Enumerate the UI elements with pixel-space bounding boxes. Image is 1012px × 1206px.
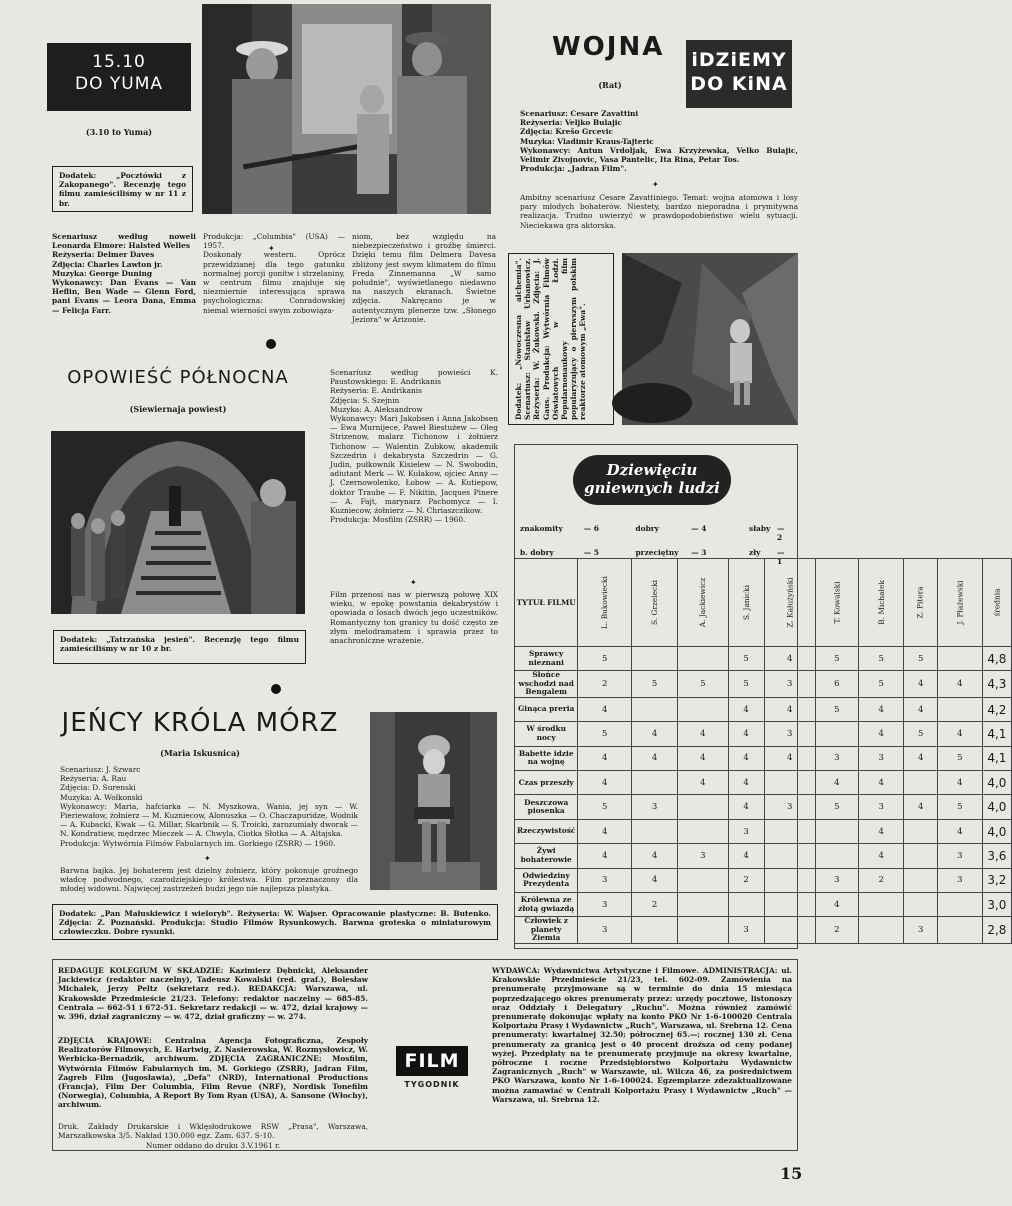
average-cell: 4,8 — [982, 647, 1011, 671]
score-cell — [678, 697, 728, 721]
score-cell — [904, 868, 937, 892]
average-cell: 4,1 — [982, 746, 1011, 770]
film-title-cell: Królewna ze złotą gwiazdą — [515, 893, 578, 917]
ratings-title-line1: Dziewięciu — [606, 461, 698, 479]
jency-photo-svg — [370, 712, 497, 890]
ratings-legend-row1 — [520, 524, 792, 542]
table-row — [515, 917, 1012, 944]
page-number: 15 — [780, 1164, 803, 1183]
score-cell — [937, 917, 982, 944]
score-cell: 4 — [858, 722, 904, 746]
critic-name: S. Janicki — [741, 585, 751, 620]
ratings-header-row — [515, 559, 1012, 647]
do-yuma-dodatek: Dodatek: „Pocztówki z Zakopanego". Recenzję tego filmu zamieściliśmy w nr 11 z br. — [59, 171, 186, 208]
legend-label: słaby — [749, 524, 771, 533]
average-column-header — [982, 559, 1011, 647]
score-cell: 4 — [937, 771, 982, 795]
critic-name: B. Michałek — [876, 580, 886, 625]
score-cell — [815, 844, 858, 868]
score-cell — [678, 795, 728, 819]
score-cell — [815, 722, 858, 746]
score-cell: 2 — [578, 671, 632, 698]
table-row — [515, 746, 1012, 770]
score-cell: 4 — [578, 844, 632, 868]
score-cell: 3 — [904, 917, 937, 944]
score-cell: 5 — [578, 722, 632, 746]
score-cell: 3 — [858, 795, 904, 819]
score-cell: 4 — [904, 671, 937, 698]
score-cell: 4 — [578, 697, 632, 721]
score-cell: 5 — [728, 671, 764, 698]
score-cell — [858, 917, 904, 944]
ratings-body — [515, 647, 1012, 944]
legend-value: — 3 — [691, 548, 707, 557]
score-cell: 4 — [858, 697, 904, 721]
film-title-cell: Sprawcy nieznani — [515, 647, 578, 671]
critic-name: Z. Kałużyński — [785, 577, 795, 628]
legend-label: przeciętny — [635, 548, 679, 557]
score-cell: 5 — [678, 671, 728, 698]
score-cell: 4 — [937, 819, 982, 843]
score-cell: 3 — [578, 893, 632, 917]
score-cell: 3 — [858, 746, 904, 770]
score-cell — [904, 844, 937, 868]
film-column-header: TYTUŁ FILMU — [515, 559, 578, 647]
score-cell — [858, 893, 904, 917]
score-cell — [764, 771, 815, 795]
section-bullet-icon — [266, 339, 276, 349]
score-cell — [678, 819, 728, 843]
score-cell — [678, 917, 728, 944]
wojna-photo-svg — [622, 253, 798, 425]
film-title-cell: Słońce wschodzi nad Bengalem — [515, 671, 578, 698]
opowiesc-photo-svg — [51, 431, 305, 614]
legend-label: znakomity — [520, 524, 563, 533]
score-cell: 2 — [815, 917, 858, 944]
film-title-cell: Babette idzie na wojnę — [515, 746, 578, 770]
score-cell: 4 — [858, 844, 904, 868]
average-cell: 4,1 — [982, 722, 1011, 746]
score-cell: 3 — [937, 844, 982, 868]
average-label: średnia — [992, 588, 1002, 617]
critic-column-header — [578, 559, 632, 647]
film-tygodnik-logo — [396, 1046, 468, 1089]
score-cell: 3 — [578, 917, 632, 944]
opowiesc-credits: Scenariusz według powieści K. Paustowskiego: E. Andrikanis Reżyseria: E. Andrikanis Zdjęcia: S. Szejnin Muzyka: A. Aleksandrow Wykonawcy: Mari Jakobsen i Anna Jakobsen — Ewa Murnijece, Paweł Biestużew — Oleg Strizenow, malarz Tichonow i żołnierz Tichonow — Walentin Zubkow, akademik Szczedrin i dekabrysta Szczedrin — G. Judin, pułkownik Kisielew — N. Swobodin, adiutant Merk — W. Kułakow, ojciec Anny — J. Czernowolenko, Łobow — A. Kutiepow, doktor Traube — F. Nikitin, Jacques Pinere — A. Fajt, marynarz Pachomycz — I. Kuzniecow, żołnierz — N. Chriaszczikow. Produkcja: Mosfilm (ZSRR) — 1960. — [330, 368, 498, 525]
score-cell — [632, 819, 678, 843]
film-title-cell: Człowiek z planety Ziemia — [515, 917, 578, 944]
opowiesc-dodatek: Dodatek: „Tatrzańska jesień". Recenzję tego filmu zamieściliśmy w nr 10 z br. — [60, 635, 299, 654]
score-cell — [764, 917, 815, 944]
score-cell: 3 — [937, 868, 982, 892]
score-cell — [632, 917, 678, 944]
table-row — [515, 893, 1012, 917]
score-cell — [815, 819, 858, 843]
jency-title: JEŃCY KRÓLA MÓRZ — [61, 708, 339, 738]
logo-tygodnik: TYGODNIK — [404, 1080, 460, 1089]
wojna-review: Ambitny scenariusz Cesare Zavattiniego. Temat: wojna atomowa i losy pary młodych bohaterów. Niestety, bardzo nieporadna i prymitywna realizacja. Trudno uwierzyć w prawdopodobieństwo wielu sytuacji. Nieciekawa gra aktorska. — [520, 193, 798, 230]
table-row — [515, 647, 1012, 671]
opowiesc-title: OPOWIEŚĆ PÓŁNOCNA — [67, 367, 289, 388]
score-cell: 4 — [678, 722, 728, 746]
score-cell: 3 — [728, 917, 764, 944]
score-cell — [632, 697, 678, 721]
do-yuma-photo-svg — [202, 4, 491, 214]
table-row — [515, 795, 1012, 819]
score-cell: 5 — [578, 795, 632, 819]
table-row — [515, 819, 1012, 843]
table-row — [515, 697, 1012, 721]
table-row — [515, 671, 1012, 698]
score-cell: 4 — [764, 746, 815, 770]
score-cell: 5 — [632, 671, 678, 698]
score-cell — [937, 647, 982, 671]
footer-redakcja: REDAGUJE KOLEGIUM W SKŁADZIE: Kazimierz Dębnicki, Aleksander Jackiewicz (redaktor naczelny), Tadeusz Kowalski (red. graf.), Bolesław Michałek, Jerzy Peltz (sekretarz red.). REDAKCJA: Warszawa, ul. Krakowskie Przedmieście 21/23. Telefony: redaktor naczelny — 685-85. Centrala — 662-51 i 672-51. Sekretarz redakcji — w. 472, dział krajowy — w. 396, dział zagraniczny — w. 472, dział graficzny — w. 274. — [58, 966, 368, 1022]
divider-star-icon: ✦ — [410, 578, 417, 587]
average-cell: 4,2 — [982, 697, 1011, 721]
table-row — [515, 722, 1012, 746]
score-cell — [937, 893, 982, 917]
film-title-cell: W środku nocy — [515, 722, 578, 746]
legend-value: — 4 — [691, 524, 707, 533]
critic-name: L. Bukowiecki — [600, 576, 610, 629]
score-cell: 4 — [632, 746, 678, 770]
score-cell: 5 — [904, 647, 937, 671]
score-cell: 4 — [904, 795, 937, 819]
idziemy-line1: iDZiEMY — [691, 49, 787, 71]
score-cell: 3 — [764, 795, 815, 819]
score-cell: 5 — [937, 795, 982, 819]
score-cell — [764, 844, 815, 868]
score-cell: 4 — [678, 746, 728, 770]
critic-name: Z. Pitera — [916, 586, 926, 619]
critic-name: J. Płażewski — [955, 580, 965, 625]
do-yuma-photo — [202, 4, 491, 214]
section-bullet-icon — [271, 684, 281, 694]
ratings-table — [514, 558, 1012, 944]
critic-column-header — [904, 559, 937, 647]
score-cell: 2 — [632, 893, 678, 917]
table-row — [515, 844, 1012, 868]
film-title-cell: Deszczowa piosenka — [515, 795, 578, 819]
wojna-title: WOJNA — [552, 32, 665, 62]
footer-druk: Druk. Zakłady Drukarskie i Wklęsłodrukowe RSW „Prasa", Warszawa, Marszałkowska 3/5. Nakład 130.000 egz. Zam. 637. S-10. — [58, 1122, 368, 1141]
score-cell: 4 — [937, 722, 982, 746]
critic-column-header — [764, 559, 815, 647]
score-cell: 5 — [578, 647, 632, 671]
score-cell: 5 — [858, 647, 904, 671]
do-yuma-original-title: (3.10 to Yuma) — [85, 127, 153, 137]
table-row — [515, 771, 1012, 795]
score-cell — [632, 771, 678, 795]
film-title-cell: Żywi bohaterowie — [515, 844, 578, 868]
score-cell: 3 — [764, 722, 815, 746]
critic-column-header — [632, 559, 678, 647]
score-cell: 4 — [815, 893, 858, 917]
score-cell: 4 — [728, 844, 764, 868]
footer-wydawca: WYDAWCA: Wydawnictwa Artystyczne i Filmowe. ADMINISTRACJA: ul. Krakowskie Przedmieście 21/23, tel. 602-09. Zamówienia na prenumeratę przyjmowane są w terminie do dnia 15 miesiąca poprzedzającego okres prenumeraty przez: urzędy pocztowe, listonoszy oraz Oddziały i Delegatury „Ruchu". Można również zamówić prenumeratę dokonując wpłaty na konto PKO Nr 1-6-100020 Centrala Kolportażu Prasy i Wydawnictw „Ruch", Warszawa, ul. Srebrna 12. Cena prenumeraty: kwartalnej 32.50; półrocznej 65.—; rocznej 130 zł. Cena prenumeraty za granicą jest o 40 procent droższa od ceny podanej wyżej. Przedpłaty na te prenumeratę przyjmuje na okresy kwartalne, półroczne i roczne Przedsiębiorstwo Kolportażu Wydawnictw Zagranicznych „Ruch" w Warszawie, ul. Wilcza 46, za pośrednictwem PKO Warszawa, konto Nr 1-6-100024. Egzemplarze zdezaktualizowane można zamawiać w Centrali Kolportażu Prasy i Wydawnictw „Ruch" — Warszawa, ul. Srebrna 12. — [492, 966, 792, 1104]
critic-name: A. Jackiewicz — [698, 577, 708, 628]
do-yuma-title-box — [47, 43, 191, 111]
score-cell — [904, 819, 937, 843]
idziemy-line2: DO KiNA — [690, 73, 788, 95]
logo-film: FILM — [396, 1046, 468, 1076]
score-cell: 4 — [728, 771, 764, 795]
score-cell: 4 — [728, 746, 764, 770]
opowiesc-original-title: (Siewiernaja powiest) — [129, 404, 227, 414]
score-cell: 4 — [858, 819, 904, 843]
critic-name: S. Grzelecki — [650, 580, 660, 625]
average-cell: 4,0 — [982, 819, 1011, 843]
do-yuma-credits: Scenariusz według noweli Leonarda Elmore: Halsted Welles Reżyseria: Delmer Daves Zdjęcia: Charles Lawton jr. Muzyka: George Duning Wykonawcy: Dan Evans — Van Heflin, Ben Wade — Glenn Ford, pani Evans — Leora Dana, Emma — Felicja Farr. — [52, 232, 196, 315]
do-yuma-dodatek-box — [52, 166, 193, 212]
legend-value: — 5 — [583, 548, 599, 557]
score-cell: 4 — [937, 671, 982, 698]
score-cell: 2 — [858, 868, 904, 892]
score-cell — [678, 868, 728, 892]
score-cell: 4 — [578, 771, 632, 795]
legend-label: b. dobry — [520, 548, 554, 557]
average-cell: 3,2 — [982, 868, 1011, 892]
score-cell: 4 — [678, 771, 728, 795]
jency-credits: Scenariusz: J. Szwarc Reżyseria: A. Rau Zdjęcia: D. Surenski Muzyka: A. Wołkonski Wykonawcy: Maria, hafciarka — N. Myszkowa, Wania, jej syn — W. Pieriewałow, żołnierz — M. Kuzniecow, Alonuszka — O. Chaczapuridze, Wodnik — A. Kubacki, Kwak — G. Millar, Skarbnik — S. Troicki, zarozumiały dworak — N. Kondratiew, mędrzec Mieczek — A. Chwyla, Ciotka Słotka — A. Altajska. Produkcja: Wytwórnia Filmów Fabularnych im. Gorkiego (ZSRR) — 1960. — [60, 765, 358, 848]
film-title-cell: Czas przeszły — [515, 771, 578, 795]
divider-star-icon: ✦ — [268, 244, 275, 253]
critic-column-header — [728, 559, 764, 647]
score-cell: 4 — [764, 647, 815, 671]
score-cell — [728, 893, 764, 917]
score-cell: 4 — [764, 697, 815, 721]
legend-value: — 2 — [776, 524, 785, 542]
score-cell: 4 — [632, 844, 678, 868]
score-cell — [678, 893, 728, 917]
jency-original-title: (Maria Iskusnica) — [160, 748, 240, 758]
critic-name: T. Kowalski — [832, 581, 842, 624]
jency-dodatek-box — [52, 904, 498, 940]
film-title-cell: Odwiedziny Prezydenta — [515, 868, 578, 892]
legend-label: zły — [749, 548, 761, 557]
score-cell: 4 — [728, 697, 764, 721]
score-cell — [937, 697, 982, 721]
score-cell: 4 — [578, 819, 632, 843]
jency-photo — [370, 712, 497, 890]
critic-column-header — [678, 559, 728, 647]
opowiesc-photo — [51, 431, 305, 614]
divider-star-icon: ✦ — [652, 180, 659, 189]
average-cell: 3,0 — [982, 893, 1011, 917]
jency-dodatek: Dodatek: „Pan Małuskiewicz i wieloryb". Reżyseria: W. Wajser. Opracowanie plastyczne: B. Butenko. Zdjęcia: Z. Poznański. Produkcja: Studio Filmów Rysunkowych. Barwna groteska o miniaturowym człowieczku. Dobre rysunki. — [59, 909, 491, 937]
score-cell: 4 — [578, 746, 632, 770]
jency-review: Barwna bajka. Jej bohaterem jest dzielny żołnierz, który pokonuje groźnego władcę podwodnego, czarodziejskiego królestwa. Film przeznaczony dla młodej widowni. Najwięcej zastrzeżeń budzi jego nie najlepsza plastyka. — [60, 866, 358, 894]
film-title-cell: Rzeczywistość — [515, 819, 578, 843]
do-yuma-title-line1: 15.10 — [92, 52, 146, 72]
score-cell: 5 — [815, 647, 858, 671]
score-cell: 5 — [858, 671, 904, 698]
score-cell: 3 — [815, 746, 858, 770]
score-cell: 3 — [632, 795, 678, 819]
score-cell: 3 — [578, 868, 632, 892]
score-cell: 5 — [937, 746, 982, 770]
opowiesc-dodatek-box — [53, 630, 306, 664]
average-cell: 4,0 — [982, 795, 1011, 819]
score-cell: 4 — [904, 697, 937, 721]
score-cell — [904, 771, 937, 795]
score-cell: 5 — [815, 795, 858, 819]
wojna-dodatek: Dodatek: „Nowoczesna alchemia". Scenariusz: Stanisław Urbanowicz. Reżyseria: W. Żukowski. Zdjęcia: J. Gaus. Produkcja: Wytwórnia Filmów Oświatowych w Łodzi. Popularnonaukowy film popularyzujący o pierwszym polskim reaktorze atomowym „Ewa". — [514, 258, 588, 420]
score-cell: 2 — [728, 868, 764, 892]
average-cell: 4,0 — [982, 771, 1011, 795]
score-cell — [764, 819, 815, 843]
wojna-photo — [622, 253, 798, 425]
do-yuma-text-col3: niom, bez względu na niebezpieczeństwo i groźbę śmierci. Dzięki temu film Delmera Davesa zbliżony jest swym klimatem do filmu Freda Zinnemanna „W samo południe", wyświetlanego niedawno na naszych ekranach. Świetne zdjęcia. Nakręcano je w autentycznym plenerze tzw. „Słonego Jeziora" w Arizonie. — [352, 232, 496, 324]
ratings-title-line2: gniewnych ludzi — [584, 479, 720, 497]
do-yuma-text-col2: Produkcja: „Columbia" (USA) — 1957. Doskonały western. Oprócz przewidzianej dla tego gatunku normalnej porcji gonitw i strzelaniny, w centrum filmu znajduje się niezmiernie interesująca sprawa psychologiczna: Conradowskiej niemal wierności swym zobowiąza- — [203, 232, 345, 315]
divider-star-icon: ✦ — [204, 854, 211, 863]
score-cell: 4 — [858, 771, 904, 795]
score-cell: 6 — [815, 671, 858, 698]
table-row — [515, 868, 1012, 892]
ratings-title-banner — [573, 455, 731, 505]
score-cell — [678, 647, 728, 671]
score-cell — [904, 893, 937, 917]
critic-column-header — [815, 559, 858, 647]
average-cell: 2,8 — [982, 917, 1011, 944]
footer-zdjecia: ZDJĘCIA KRAJOWE: Centralna Agencja Fotograficzna, Zespoły Realizatorów Filmowych, E. Hartwig, Z. Nasierowska, W. Rozmysłowicz, W. Werbicka-Bernadzik, archiwum. ZDJĘCIA ZAGRANICZNE: Mosfilm, Wytwórnia Filmów Fabularnych im. M. Gorkiego (ZSRR), Jadran Film, Zagreb Film (Jugosławia), „Defa" (NRD), International Productions (Francja), Film Der Columbia, Film Revue (NRF), Nordisk Tonefilm (Norwegia), Columbia, A Report By Tom Ryan (USA), A. Sansone (Włochy), archiwum. — [58, 1036, 368, 1110]
score-cell: 4 — [815, 771, 858, 795]
score-cell: 4 — [728, 722, 764, 746]
score-cell: 4 — [632, 868, 678, 892]
legend-value: — 1 — [776, 548, 785, 566]
footer-oddano: Numer oddano do druku 3.V.1961 r. — [145, 1141, 281, 1150]
score-cell: 5 — [815, 697, 858, 721]
score-cell: 3 — [728, 819, 764, 843]
score-cell: 5 — [728, 647, 764, 671]
score-cell: 4 — [904, 746, 937, 770]
do-yuma-title-line2: DO YUMA — [75, 74, 163, 94]
wojna-credits: Scenariusz: Cesare Zavattini Reżyseria: Veljko Bulajic Zdjęcia: Krešo Grcevic Muzyka: Vladimir Kraus-Tajteric Wykonawcy: Antun Vrdoljak, Ewa Krzyżewska, Velko Bulajic, Velimir Zivojnovic, Vasa Pantelic, Ita Rina, Petar Tos. Produkcja: „Jadran Film". — [520, 109, 798, 174]
score-cell: 5 — [904, 722, 937, 746]
idziemy-do-kina-badge — [686, 40, 792, 108]
legend-value: — 6 — [583, 524, 599, 533]
average-cell: 3,6 — [982, 844, 1011, 868]
score-cell: 3 — [815, 868, 858, 892]
opowiesc-review: Film przenosi nas w pierwszą połowę XIX wieku, w epokę powstania dekabrystów i opowiada o losach dwóch jego uczestników. Romantyczny ton granicy tu dość często ze złym melodramatem i sprawia przez to anachroniczne wrażenie. — [330, 590, 498, 646]
film-title-cell: Ginąca preria — [515, 697, 578, 721]
score-cell — [764, 868, 815, 892]
score-cell — [632, 647, 678, 671]
score-cell — [764, 893, 815, 917]
wojna-original-title: (Rat) — [598, 80, 622, 90]
legend-label: dobry — [635, 524, 659, 533]
critic-column-header — [858, 559, 904, 647]
score-cell: 4 — [728, 795, 764, 819]
critic-column-header — [937, 559, 982, 647]
average-cell: 4,3 — [982, 671, 1011, 698]
score-cell: 3 — [678, 844, 728, 868]
score-cell: 3 — [764, 671, 815, 698]
score-cell: 4 — [632, 722, 678, 746]
